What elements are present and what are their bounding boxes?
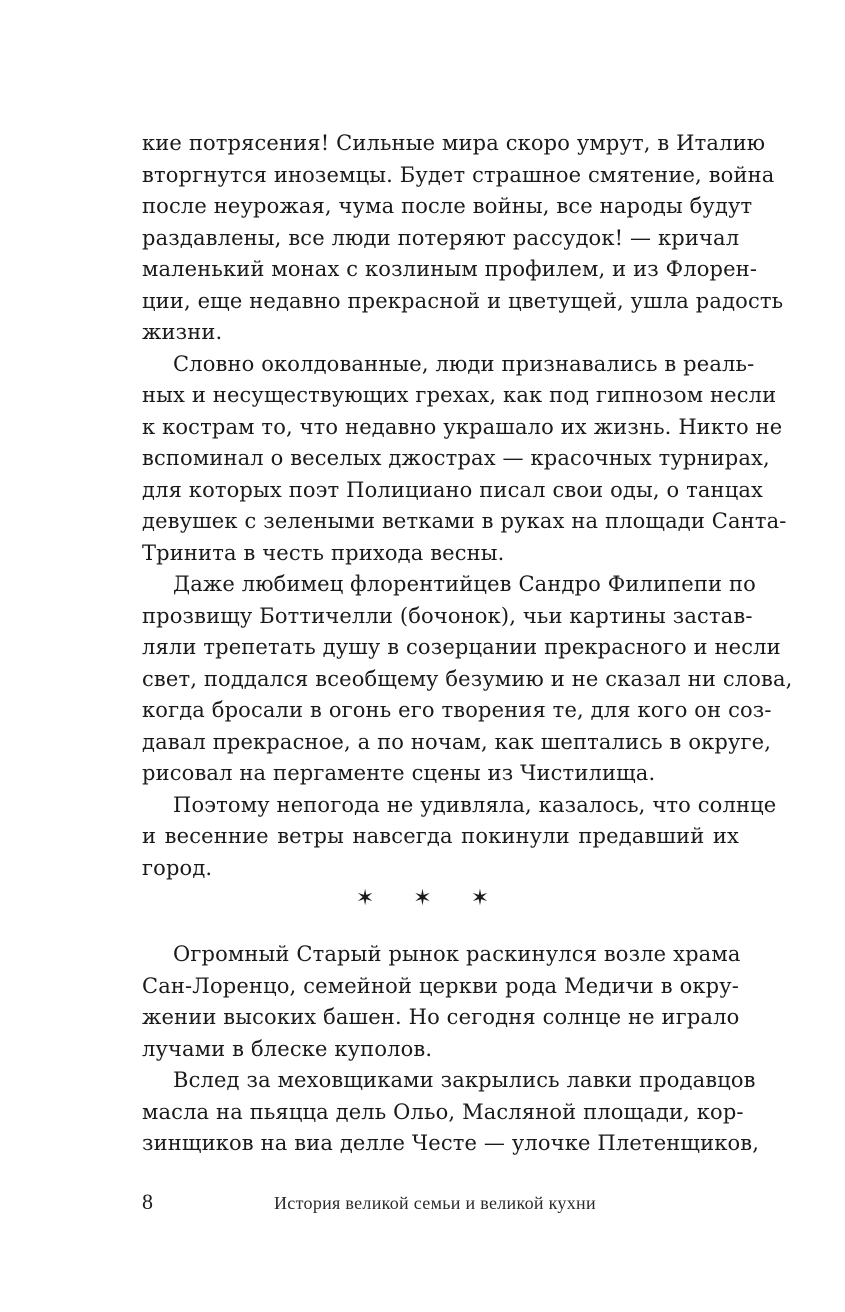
paragraph (142, 349, 787, 570)
paragraph (142, 569, 793, 790)
text-line: вторгнутся иноземцы. Будет страшное смятение, война (142, 162, 775, 187)
text-line: жизни. (142, 320, 223, 344)
page-footer (142, 1187, 739, 1217)
text-line: Даже любимец флорентийцев Сандро Филипепи по (173, 572, 756, 596)
text-line: девушек с зелеными ветками в руках на площади Санта- (142, 509, 787, 533)
main-text-block-2 (142, 939, 760, 1160)
text-line: лучами в блеске куполов. (142, 1036, 433, 1061)
paragraph (142, 128, 784, 349)
text-line: Сан-Лоренцо, семейной церкви рода Медичи в окру- (142, 973, 739, 998)
text-line: после неурожая, чума после войны, все народы будут (142, 194, 753, 218)
text-line: зинщиков на виа делле Честе — улочке Плетенщиков, (142, 1131, 760, 1155)
text-line: и весенние ветры навсегда покинули предавший их (142, 824, 739, 848)
text-line: Огромный Старый рынок раскинулся возле храма (173, 942, 741, 966)
text-line: давал прекрасное, а по ночам, как шептались в округе, (142, 729, 772, 754)
text-line: ляли трепетать душу в созерцании прекрасного и несли (142, 635, 781, 659)
text-line: Тринита в честь прихода весны. (142, 540, 505, 565)
text-line: маленький монах с козлиным профилем, и из Флорен- (142, 257, 758, 281)
text-line: когда бросали в огонь его творения те, для кого он соз- (142, 698, 772, 722)
text-line: прозвищу Боттичелли (бочонок), чьи картины застав- (142, 603, 753, 628)
page-number: 8 (142, 1189, 153, 1214)
text-line: к кострам то, что недавно украшало их жизнь. Никто не (142, 414, 783, 439)
text-line: масла на пьяцца дель Ольо, Масляной площади, кор- (142, 1099, 744, 1124)
paragraph (142, 939, 739, 1065)
text-line: город. (142, 855, 213, 880)
paragraph (142, 790, 777, 885)
text-line: рисовал на пергаменте сцены из Чистилища. (142, 761, 656, 785)
section-separator: ✶ ✶ ✶ (355, 886, 506, 911)
running-title: История великой семьи и великой кухни (274, 1193, 596, 1213)
text-line: ции, еще недавно прекрасной и цветущей, ушла радость (142, 288, 784, 313)
text-line: жении высоких башен. Но сегодня солнце не играло (142, 1005, 740, 1029)
text-line: вспоминал о веселых джострах — красочных турнирах, (142, 446, 770, 470)
text-line: кие потрясения! Сильные мира скоро умрут, в Италию (142, 131, 766, 155)
text-line: свет, поддался всеобщему безумию и не сказал ни слова, (142, 666, 793, 691)
text-line: для которых поэт Полициано писал свои оды, о танцах (142, 477, 764, 502)
text-line: Словно околдованные, люди признавались в реаль- (173, 351, 755, 376)
text-line: ных и несуществующих грехах, как под гипнозом несли (142, 383, 777, 407)
paragraph (142, 1065, 760, 1160)
main-text-block-1 (142, 128, 793, 884)
text-line: раздавлены, все люди потеряют рассудок! — кричал (142, 225, 740, 250)
text-line: Вслед за меховщиками закрылись лавки продавцов (173, 1068, 756, 1092)
text-line: Поэтому непогода не удивляла, казалось, что солнце (173, 792, 777, 817)
